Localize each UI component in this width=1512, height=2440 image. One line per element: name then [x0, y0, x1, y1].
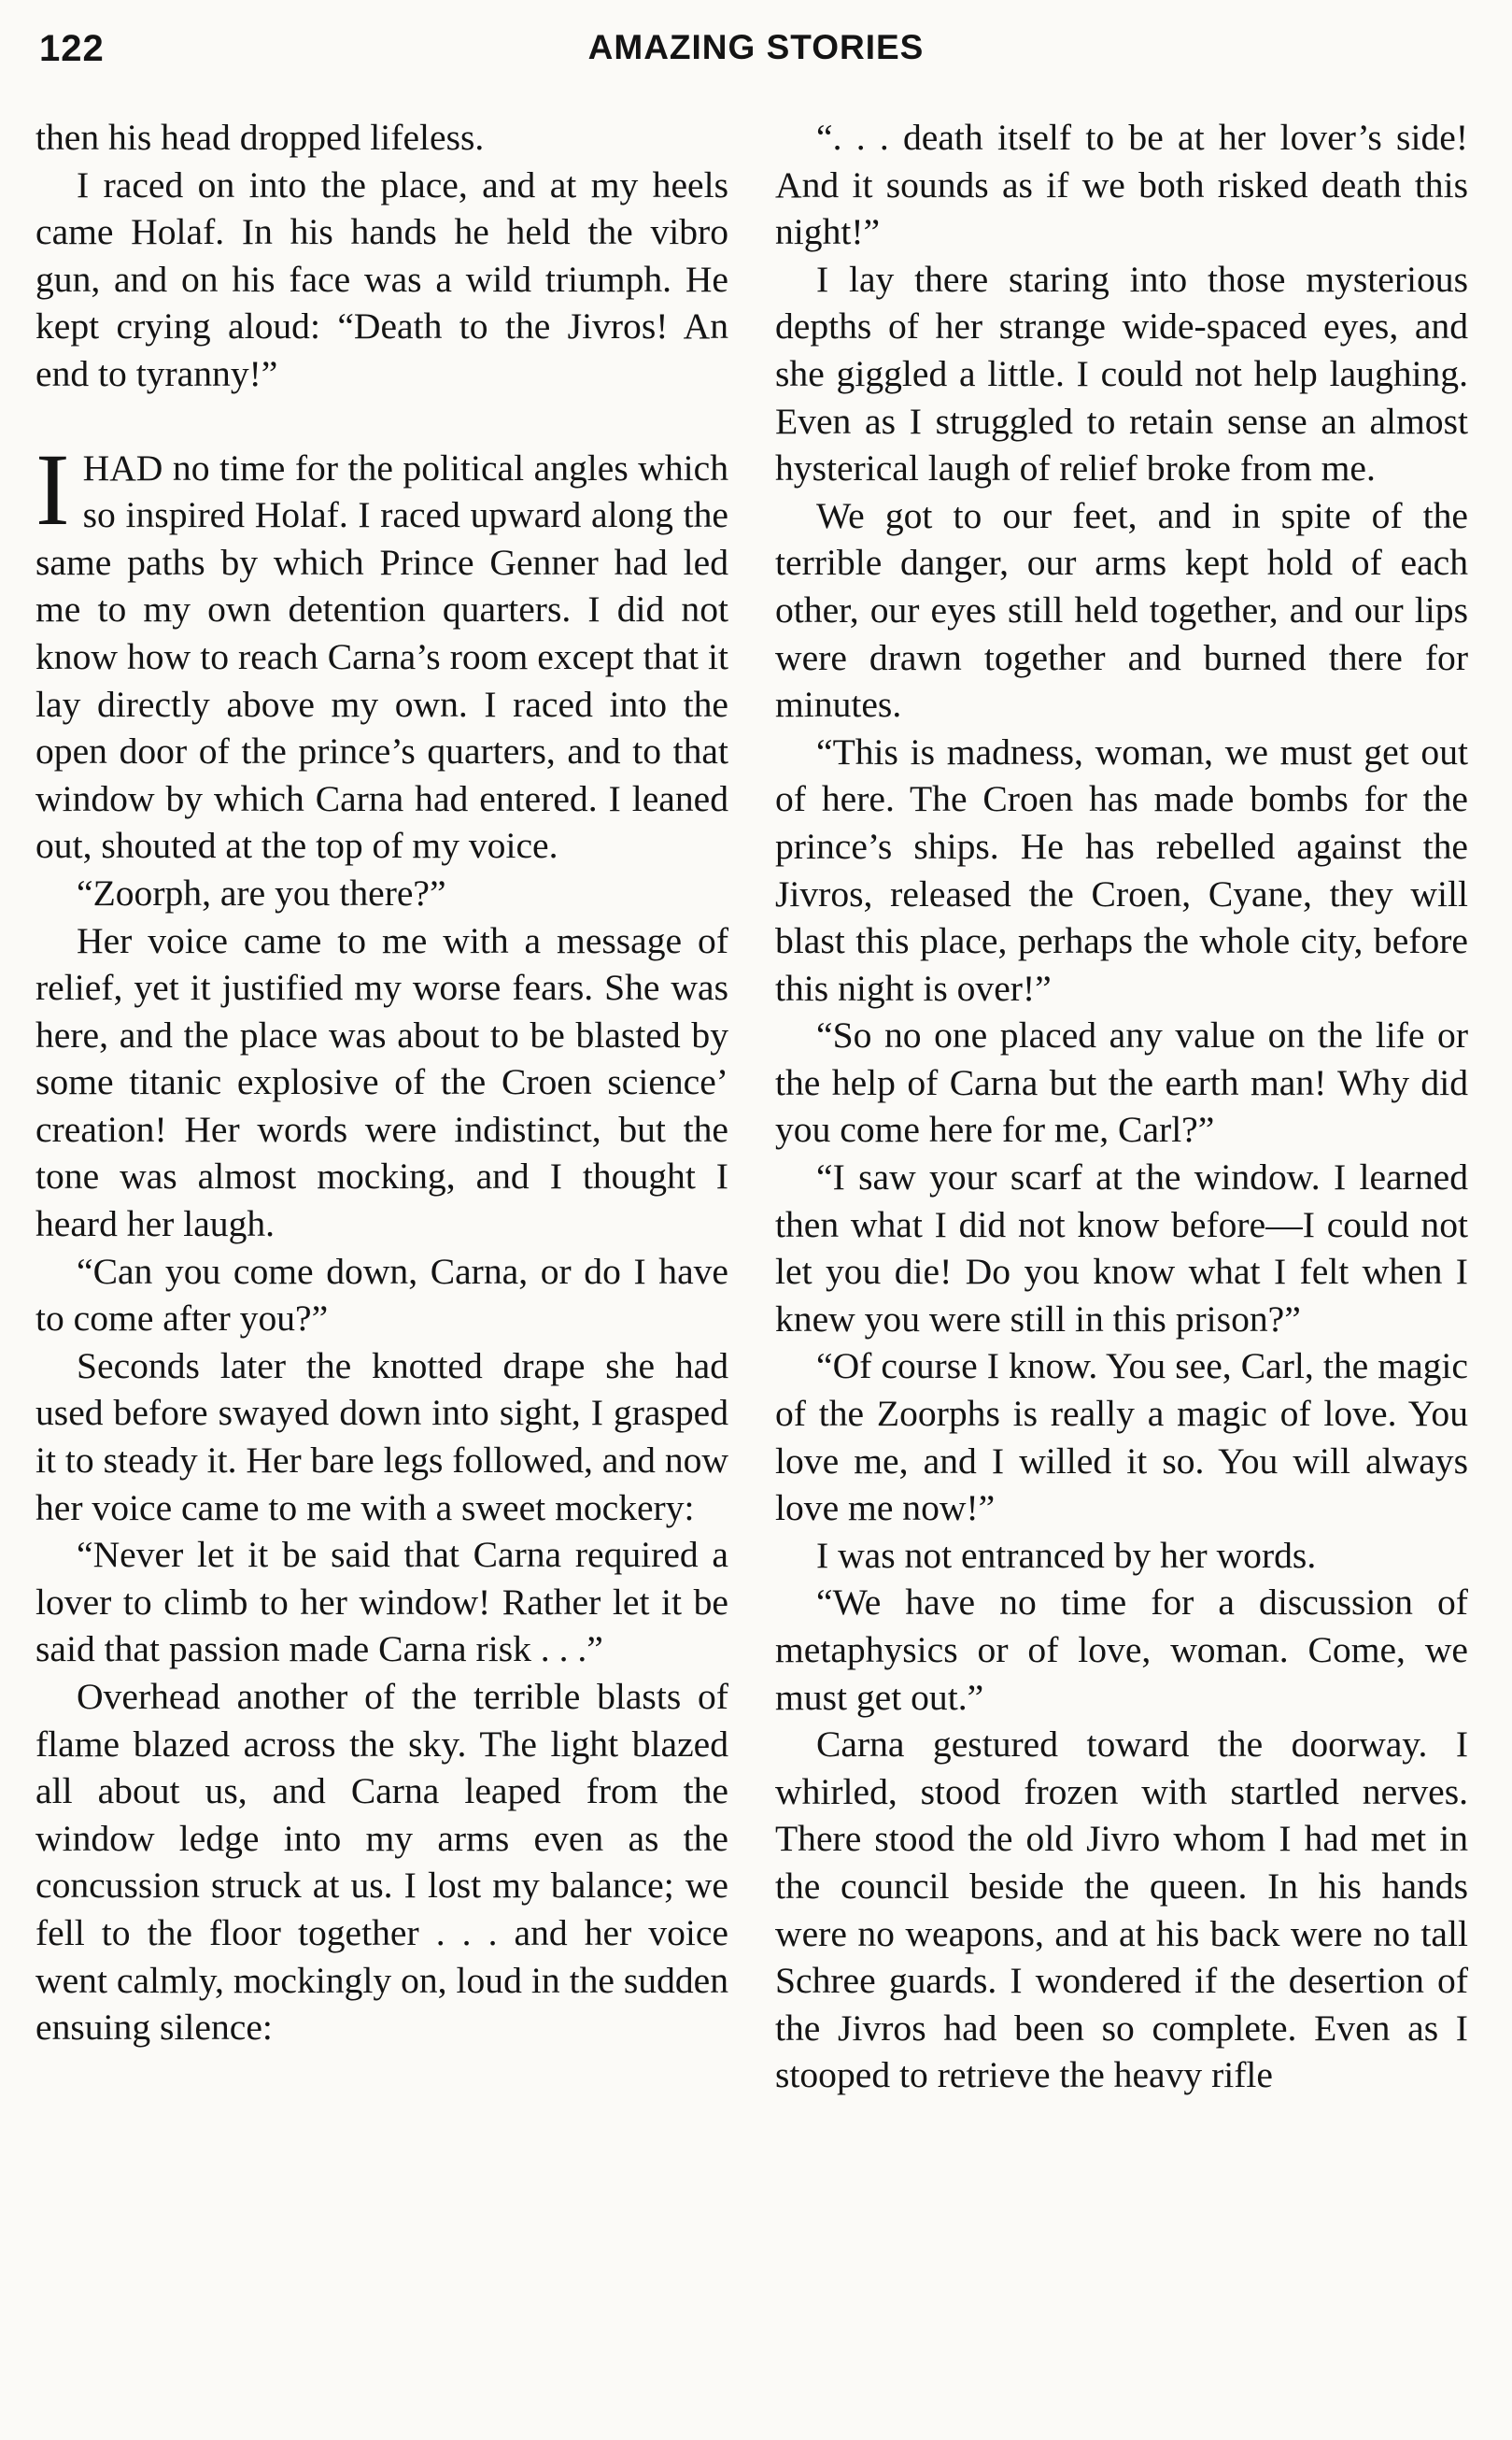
paragraph: Overhead another of the terrible blasts of flame blazed across the sky. The light blazed all about us, and Carna leaped from the window ledge into my arms even as the concussion struck at us. I lost my balance; we fell to the floor together . . . and her voice went calmly, mockingly on, loud in the sudden ensuing silence: — [35, 1676, 728, 2049]
paragraph: “So no one placed any value on the life or the help of Carna but the earth man! Why did you come here for me, Carl?” — [775, 1014, 1468, 1151]
paragraph: “Of course I know. You see, Carl, the magic of the Zoorphs is really a magic of love. You love me, and I willed it so. You will always love me now!” — [775, 1345, 1468, 1529]
drop-cap: I — [35, 432, 70, 546]
paragraph-text: HAD no time for the political angles which so inspired Holaf. I raced upward along the same paths by which Prince Genner had led me to my own detention quarters. I did not know how to reach Carna’s room except that it lay directly above my own. I raced into the open door of the prince’s quarters, and to that window by which Carna had entered. I leaned out, shouted at the top of my voice. — [35, 447, 728, 867]
running-head-title: AMAZING STORIES — [587, 28, 925, 66]
paragraph: We got to our feet, and in spite of the terrible danger, our arms kept hold of each other, our eyes still held together, and our lips were drawn together and burned there for minutes. — [775, 494, 1468, 726]
paragraph: I raced on into the place, and at my heels came Holaf. In his hands he held the vibro gun, and on his face was a wild triumph. He kept crying aloud: “Death to the Jivros! An end to tyranny!” — [35, 163, 728, 394]
right-column — [775, 114, 1468, 2099]
paragraph: I was not entranced by her words. — [816, 1534, 1317, 1576]
left-column — [35, 114, 728, 2051]
paragraph: “Zoorph, are you there?” — [77, 872, 446, 914]
paragraph: Carna gestured toward the doorway. I whirled, stood frozen with startled nerves. There stood the old Jivro whom I had met in the council beside the queen. In his hands were no weapons, and at his back were no tall Schree guards. I wondered if the desertion of the Jivros had been so complete. Even as I stooped to retrieve the heavy rifle — [775, 1724, 1468, 2096]
paragraph: Seconds later the knotted drape she had used before swayed down into sight, I grasped it to steady it. Her bare legs followed, and now her voice came to me with a sweet mockery: — [35, 1344, 728, 1528]
paragraph: “Never let it be said that Carna required a lover to climb to her window! Rather let it be said that passion made Carna risk . . .” — [35, 1534, 728, 1670]
paragraph: I lay there staring into those mysterious depths of her strange wide-spaced eyes, and she giggled a little. I could not help laughing. Even as I struggled to retain sense an almost hysterical laugh of relief broke from me. — [775, 258, 1468, 489]
page-number: 122 — [39, 28, 105, 69]
paragraph: “We have no time for a discussion of metaphysics or of love, woman. Come, we must get out.” — [775, 1582, 1468, 1718]
paragraph: “I saw your scarf at the window. I learned then what I did not know before—I could not let you die! Do you know what I felt when I knew you were still in this prison?” — [775, 1156, 1468, 1340]
paragraph: “Can you come down, Carna, or do I have to come after you?” — [35, 1250, 728, 1340]
section-start-paragraph — [35, 432, 728, 870]
paragraph: then his head dropped lifeless. — [35, 117, 485, 158]
paragraph: “This is madness, woman, we must get out of here. The Croen has made bombs for the prince’s ships. He has rebelled against the Jivros, released the Croen, Cyane, they will blast this place, perhaps the whole city, before this night is over!” — [775, 731, 1468, 1009]
paragraph: “. . . death itself to be at her lover’s side! And it sounds as if we both risked death this night!” — [775, 117, 1468, 253]
paragraph: Her voice came to me with a message of relief, yet it justified my worse fears. She was here, and the place was about to be blasted by some titanic explosive of the Croen science’ creation! Her words were indistinct, but the tone was almost mocking, and I thought I heard her laugh. — [35, 919, 728, 1245]
